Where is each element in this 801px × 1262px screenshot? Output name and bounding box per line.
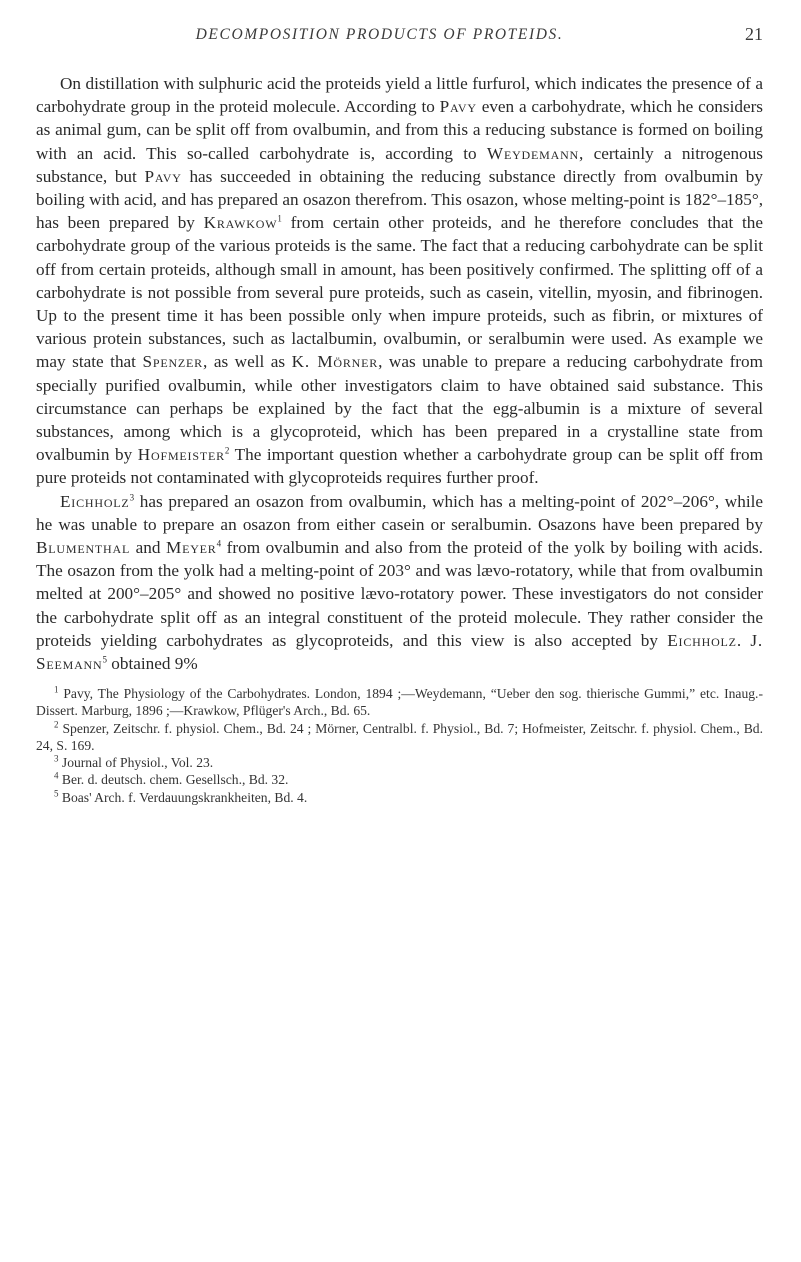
footnote-5 xyxy=(36,789,763,806)
footnote-text: Boas' Arch. f. Verdauungskrankheiten, Bd. 4. xyxy=(58,789,308,805)
footnote-ref-1: 1 xyxy=(277,213,282,224)
author-name-morner: K. Mörner xyxy=(291,352,379,372)
author-name-meyer: Meyer xyxy=(166,538,217,558)
text-run: even a carbohydrate, which he considers as animal gum, can be split off from ovalbumin, and from this a reducing substance is formed on boiling with an acid. This so-called carbohydrate is, according to xyxy=(36,97,764,163)
text-run: , as well as xyxy=(202,352,292,372)
author-name-eichholz: Eichholz xyxy=(667,630,737,650)
paragraph-2 xyxy=(36,490,763,676)
footnote-text: Spenzer, Zeitschr. f. physiol. Chem., Bd. 24 ; Mörner, Centralbl. f. Physiol., Bd. 7; Hofmeister, Zeitschr. f. physiol. Chem., Bd. 24, S. 169. xyxy=(36,720,763,753)
author-name-blumenthal: Blumenthal xyxy=(36,538,131,558)
footnotes xyxy=(36,685,763,805)
book-page xyxy=(36,24,763,1244)
footnote-number: 5 xyxy=(54,787,59,798)
paragraph-1 xyxy=(36,72,763,490)
text-run: obtained 9% xyxy=(107,654,198,674)
text-run: , was unable to prepare a reducing carbohydrate from specially purified ovalbumin, while other investigators claim to have obtained said substance. This circumstance can perhaps be explained by the fact that the egg-albumin is a mixture of several substances, among which is a glycoproteid, which has been prepared in a crystalline state from ovalbumin by xyxy=(36,352,763,465)
author-name-eichholz: Eichholz xyxy=(60,491,130,511)
footnote-text: Pavy, The Physiology of the Carbohydrates. London, 1894 ;—Weydemann, “Ueber den sog. thierische Gummi,” etc. Inaug.-Dissert. Marburg, 1896 ;—Krawkow, Pflüger's Arch., Bd. 65. xyxy=(36,686,763,719)
text-run: , certainly a nitrogenous substance, but xyxy=(36,143,763,186)
body-text xyxy=(36,72,763,675)
author-name-krawkow: Krawkow xyxy=(203,213,278,233)
footnote-ref-4: 4 xyxy=(216,538,222,549)
text-run: . xyxy=(736,630,751,650)
author-name-weydemann: Weydemann xyxy=(486,143,580,163)
author-name-pavy: Pavy xyxy=(439,97,477,117)
author-name-pavy: Pavy xyxy=(144,166,182,186)
footnote-number: 2 xyxy=(54,719,59,730)
author-name-seemann: J. Seemann xyxy=(36,630,763,674)
footnote-1 xyxy=(36,685,763,719)
text-run: from certain other proteids, and he therefore concludes that the carbohydrate group of the various proteids is the same. The fact that a reducing carbohydrate can be split off from certain proteids, although small in amount, has been positively confirmed. The splitting off of a carbohydrate is not possible from several pure proteids, such as casein, vitellin, myosin, and fibrinogen. Up to the present time it has been possible only when impure proteids, such as fibrin, or mixtures of various protein substances, such as lactalbumin, ovalbumin, or seralbumin were used. As example we may state that xyxy=(36,213,763,372)
text-run: has succeeded in obtaining the reducing substance directly from ovalbumin by boiling with acid, and has prepared an osazon therefrom. This osazon, whose melting-point is 182°–185°, has been prepared by xyxy=(36,166,763,233)
page-number: 21 xyxy=(745,24,763,44)
text-run: and xyxy=(130,538,166,558)
footnote-ref-3: 3 xyxy=(129,491,135,502)
footnote-number: 1 xyxy=(54,684,59,695)
footnote-ref-2: 2 xyxy=(224,445,230,456)
running-title: DECOMPOSITION PRODUCTS OF PROTEIDS. xyxy=(195,26,564,43)
footnote-3 xyxy=(36,754,763,771)
footnote-text: Ber. d. deutsch. chem. Gesellsch., Bd. 32. xyxy=(58,772,289,788)
author-name-hofmeister: Hofmeister xyxy=(137,445,225,465)
footnote-4 xyxy=(36,771,763,788)
text-run: from ovalbumin and also from the proteid of the yolk by boiling with acids. The osazon from the yolk had a melting-point of 203° and was lævo-rotatory, while that from ovalbumin melted at 200°–205° and showed no positive lævo-rotatory power. These investigators do not consider the carbohydrate split off as an integral constituent of the proteid molecule. They rather consider the proteids yielding carbohydrates as glycoproteids, and this view is also accepted by xyxy=(36,538,763,650)
footnote-ref-5: 5 xyxy=(102,654,107,665)
footnote-2 xyxy=(36,720,763,754)
text-run: The important question whether a carbohydrate group can be split off from pure proteids not contaminated with glycoproteids requires further proof. xyxy=(36,445,763,488)
author-name-spenzer: Spenzer xyxy=(142,352,203,372)
footnote-number: 4 xyxy=(54,770,59,781)
text-run: On distillation with sulphuric acid the proteids yield a little furfurol, which indicates the presence of a carbohydrate group in the proteid molecule. According to xyxy=(36,74,763,117)
page-header xyxy=(36,24,763,58)
footnote-text: Journal of Physiol., Vol. 23. xyxy=(58,755,214,771)
text-run: has prepared an osazon from ovalbumin, which has a melting-point of 202°–206°, while he was unable to prepare an osazon from either casein or seralbumin. Osazons have been prepared by xyxy=(36,491,763,534)
footnote-number: 3 xyxy=(54,753,59,764)
